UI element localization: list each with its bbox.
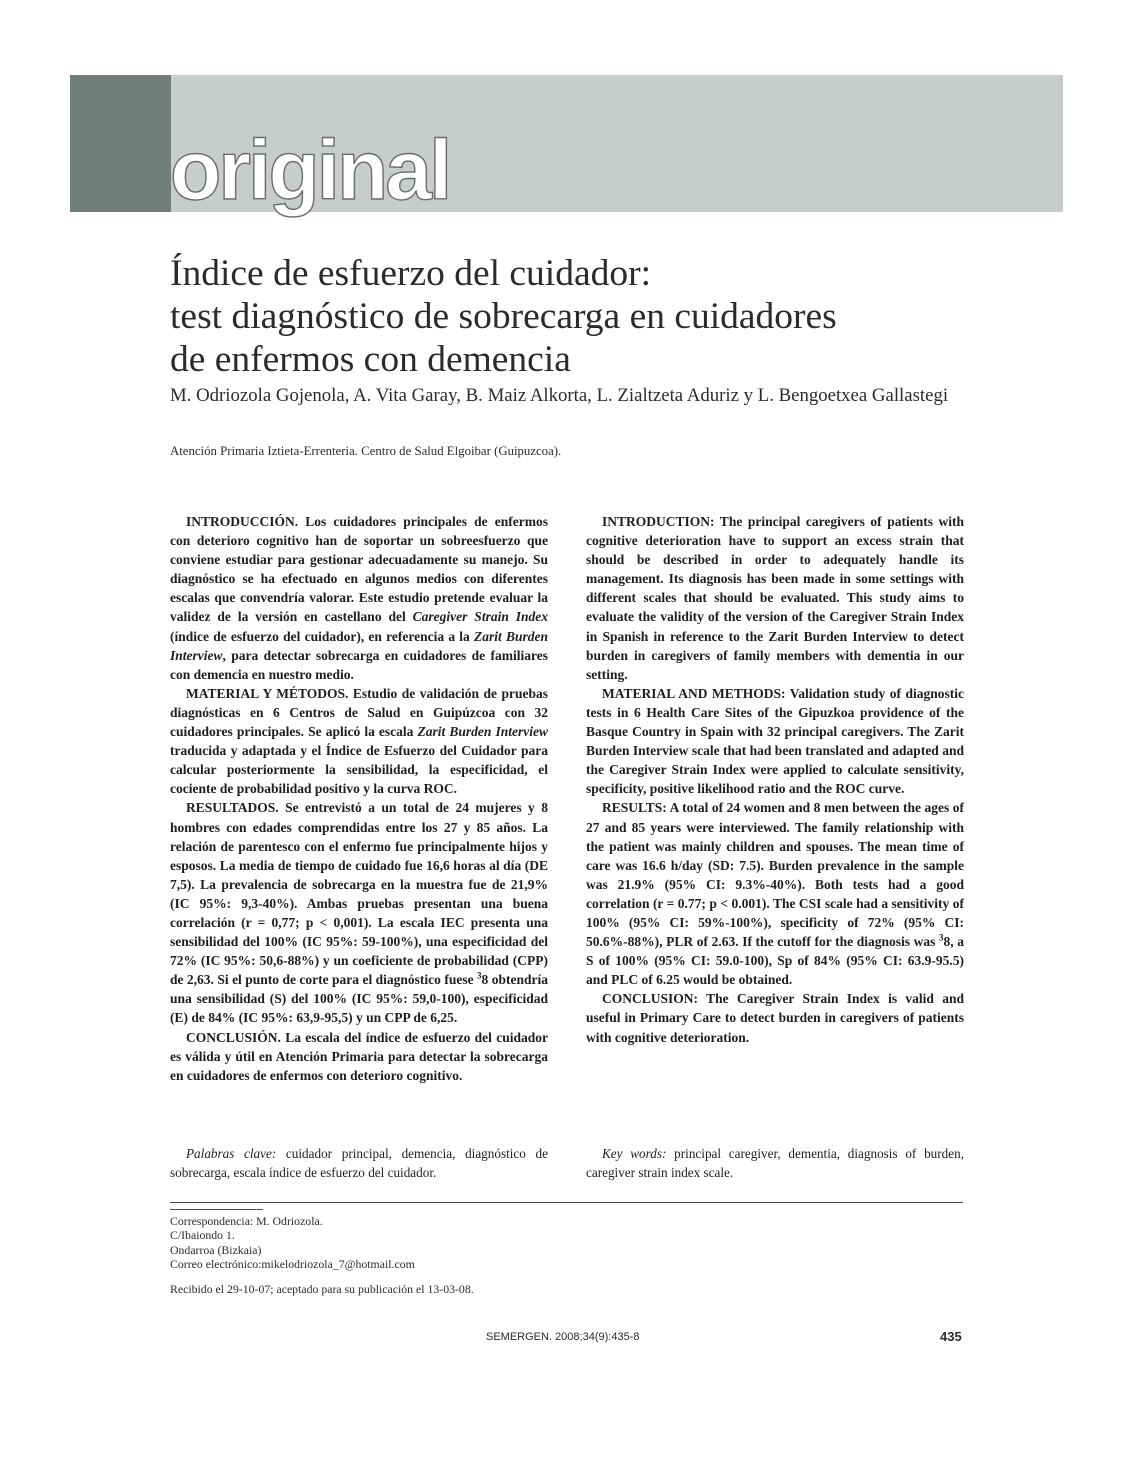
section-heading: MATERIAL Y MÉTODOS.	[186, 685, 349, 701]
abstract-conclusion: CONCLUSIÓN. La escala del índice de esfuerzo del cuidador es válida y útil en Atención Primaria para detectar la sobrecarga en cuidadores de enfermos con deterioro cognitivo.	[170, 1029, 548, 1083]
section-heading: INTRODUCCIÓN.	[186, 514, 299, 529]
page-number: 435	[940, 1329, 962, 1344]
correspondence-email: Correo electrónico:mikelodriozola_7@hotmail.com	[170, 1256, 415, 1271]
abstract-introduction: INTRODUCTION: The principal caregivers of patients with cognitive deterioration have to support an excess strain that should be described in order to adequately handle its management. Its diagnosis has been made in some settings with different scales that should be evaluated. This study aims to evaluate the validity of the version of the Caregiver Strain Index in Spanish in reference to the Zarit Burden Interview to detect burden in caregivers of family members with dementia in our setting.	[586, 514, 964, 682]
author-list: M. Odriozola Gojenola, A. Vita Garay, B. Maiz Alkorta, L. Zialtzeta Aduriz y L. Bengoetxea Gallastegi	[170, 385, 949, 406]
affiliation: Atención Primaria Iztieta-Errenteria. Centro de Salud Elgoibar (Guipuzcoa).	[170, 444, 562, 458]
footer-divider	[170, 1202, 963, 1203]
section-heading: RESULTS:	[602, 800, 667, 816]
journal-citation: SEMERGEN. 2008;34(9):435-8	[486, 1331, 640, 1343]
section-label: original	[170, 123, 450, 217]
section-heading: CONCLUSIÓN.	[186, 1029, 281, 1045]
title-line: de enfermos con demencia	[170, 339, 571, 380]
footnote-divider	[170, 1209, 263, 1210]
abstract-results: RESULTS: A total of 24 women and 8 men between the ages of 27 and 85 years were interviewed. The family relationship with the patient was mainly children and spouses. The mean time of care was 16.6 h/day (SD: 7.5). Burden prevalence in the sample was 21.9% (95% CI: 9.3%-40%). Both tests had a good correlation (r = 0.77; p < 0.001). The CSI scale had a sensitivity of 100% (95% CI: 59%-100%), specificity of 72% (95% CI: 50.6%-88%), PLR of 2.63. If the cutoff for the diagnosis was $^3$8, a S of 100% (95% CI: 59.0-100), Sp of 84% (95% CI: 63.9-95.5) and PLC of 6.25 would be obtained.	[586, 800, 964, 988]
section-heading: RESULTADOS.	[186, 800, 279, 816]
abstract-methods: MATERIAL AND METHODS: Validation study of diagnostic tests in 6 Health Care Sites of the Gipuzkoa providence of the Basque Country in Spain with 32 principal caregivers. The Zarit Burden Interview scale that had been translated and adapted and the Caregiver Strain Index were applied to calculate sensitivity, specificity, positive likelihood ratio and the ROC curve.	[586, 685, 964, 797]
correspondence-block	[170, 1214, 415, 1271]
correspondence-line: Ondarroa (Bizkaia)	[170, 1242, 262, 1257]
abstract-conclusion: CONCLUSION: The Caregiver Strain Index is valid and useful in Primary Care to detect burden in caregivers of patients with cognitive deterioration.	[586, 991, 964, 1045]
title-line: test diagnóstico de sobrecarga en cuidadores	[170, 296, 837, 337]
title-line: Índice de esfuerzo del cuidador:	[170, 253, 652, 294]
section-heading: CONCLUSION:	[602, 991, 699, 1007]
article-title	[170, 252, 990, 381]
abstract-spanish	[170, 512, 548, 1085]
keywords-spanish: Palabras clave: cuidador principal, demencia, diagnóstico de sobrecarga, escala índice de esfuerzo del cuidador.	[170, 1146, 548, 1180]
correspondence-line: Correspondencia: M. Odriozola.	[170, 1214, 323, 1228]
abstract-english	[586, 512, 964, 1047]
correspondence-line: C/Ibaiondo 1.	[170, 1228, 235, 1243]
abstract-methods: MATERIAL Y MÉTODOS. Estudio de validación de pruebas diagnósticas en 6 Centros de Salud en Guipúzcoa con 32 cuidadores principales. Se aplicó la escala Zarit Burden Interview traducida y adaptada y el Índice de Esfuerzo del Cuidador para calcular posteriormente la sensibilidad, la especificidad, el cociente de probabilidad positivo y la curva ROC.	[170, 685, 548, 797]
abstract-results: RESULTADOS. Se entrevistó a un total de 24 mujeres y 8 hombres con edades comprendidas entre los 27 y 85 años. La relación de parentesco con el enfermo fue principalmente hijos y esposos. La media de tiempo de cuidado fue 16,6 horas al día (DE 7,5). La prevalencia de sobrecarga en la muestra fue de 21,9% (IC 95%: 9,3-40%). Ambas pruebas presentan una buena correlación (r = 0,77; p < 0,001). La escala IEC presenta una sensibilidad del 100% (IC 95%: 59-100%), una especificidad del 72% (IC 95%: 50,6-88%) y un coeficiente de probabilidad (CPP) de 2,63. Si el punto de corte para el diagnóstico fuese $^3$8 obtendría una sensibilidad (S) del 100% (IC 95%: 59,0-100), especificidad (E) de 84% (IC 95%: 63,9-95,5) y un CPP de 6,25.	[170, 800, 548, 1026]
section-heading: MATERIAL AND METHODS:	[602, 685, 786, 701]
abstract-introduction: INTRODUCCIÓN. Los cuidadores principales de enfermos con deterioro cognitivo han de soportar un sobreesfuerzo que conviene estudiar para gestionar adecuadamente su manejo. Su diagnóstico se ha efectuado en algunos medios con diferentes escalas que convendría valorar. Este estudio pretende evaluar la validez de la versión en castellano del Caregiver Strain Index (índice de esfuerzo del cuidador), en referencia a la Zarit Burden Interview, para detectar sobrecarga en cuidadores de familiares con demencia en nuestro medio.	[170, 514, 549, 682]
received-dates: Recibido el 29-10-07; aceptado para su publicación el 13-03-08.	[170, 1282, 474, 1296]
keywords-english: Key words: principal caregiver, dementia, diagnosis of burden, caregiver strain index scale.	[586, 1146, 965, 1180]
section-heading: INTRODUCTION:	[602, 514, 715, 529]
header-band-dark	[70, 75, 171, 212]
